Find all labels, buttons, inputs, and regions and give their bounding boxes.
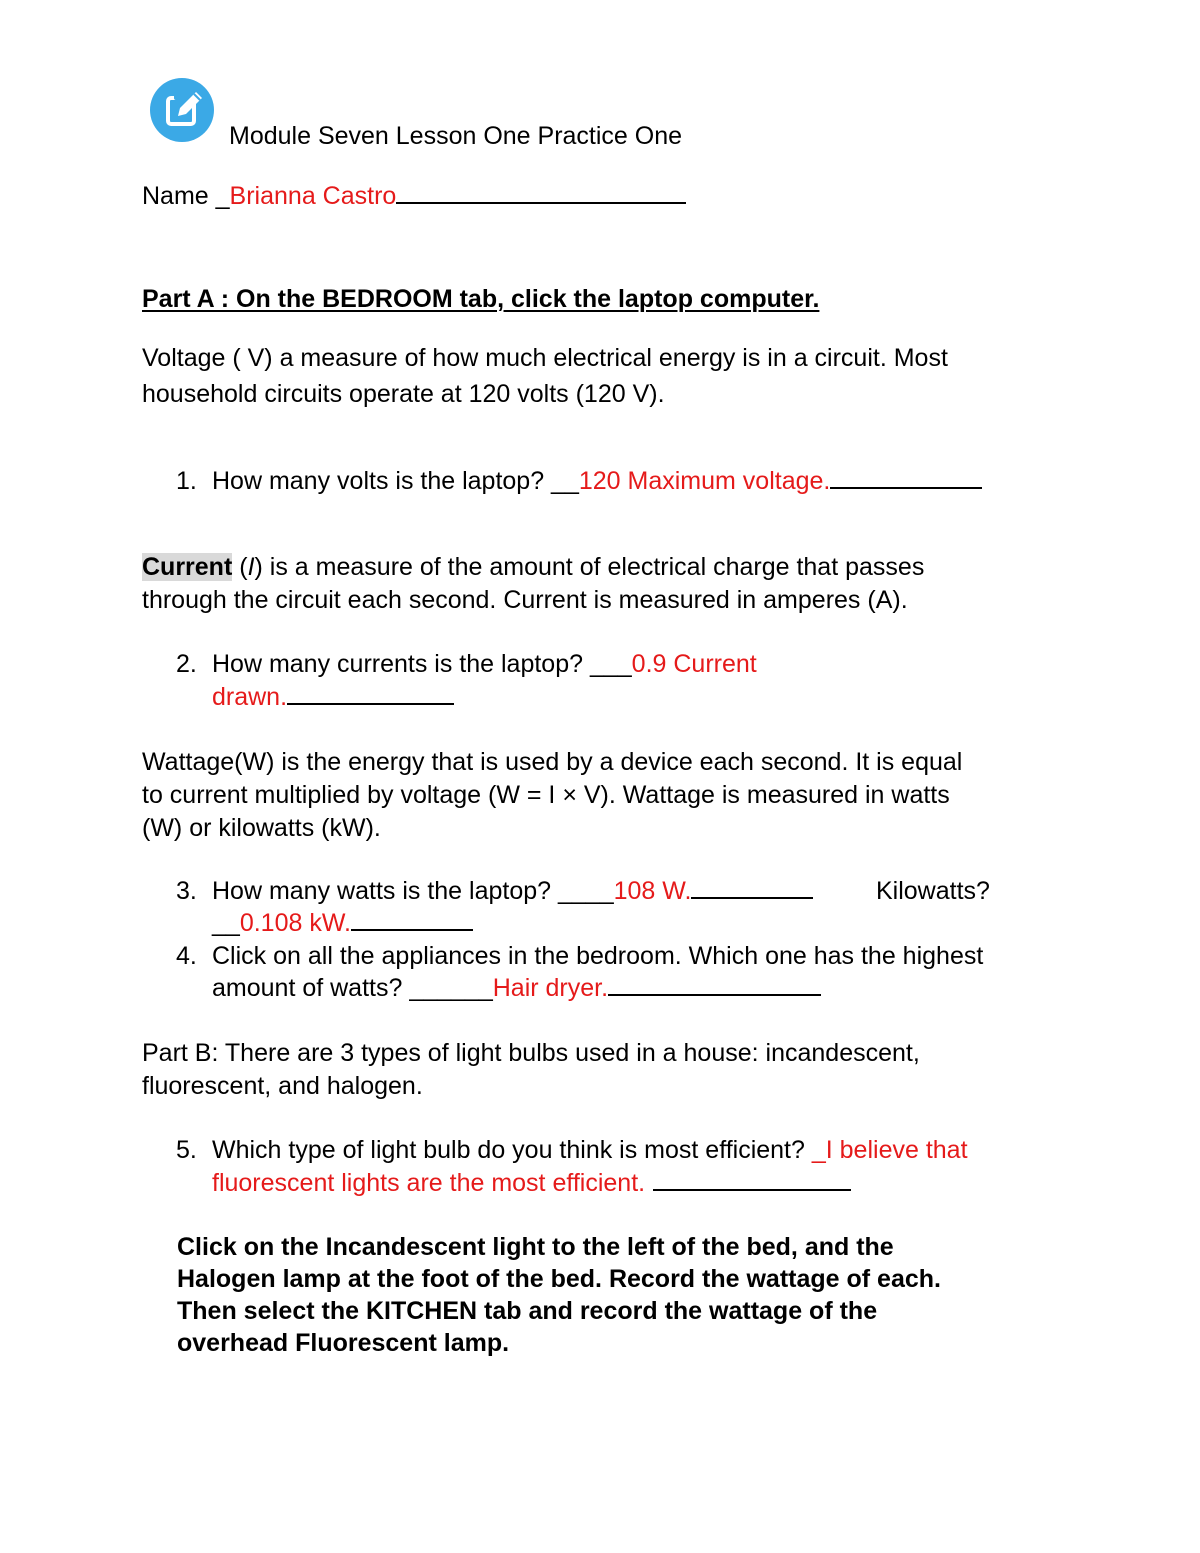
question-1 (212, 469, 982, 494)
question-5-answer-line-1: _I believe that (811, 1136, 968, 1164)
wattage-text-line-2: to current multiplied by voltage (W = I × V). Wattage is measured in watts (142, 781, 950, 809)
question-5-prompt: Which type of light bulb do you think is most efficient? (212, 1136, 812, 1164)
instructions-line-4: overhead Fluorescent lamp. (177, 1329, 510, 1357)
question-5-blank (653, 1188, 851, 1191)
question-2-blank (287, 702, 454, 705)
name-line (142, 184, 686, 209)
question-5 (212, 1138, 968, 1163)
current-term: Current (142, 553, 233, 581)
question-1-number: 1. (176, 467, 197, 495)
question-3-line-2 (212, 911, 473, 936)
document-title: Module Seven Lesson One Practice One (229, 122, 683, 150)
question-2-number: 2. (176, 650, 197, 678)
question-4-blank (608, 993, 821, 996)
voltage-text-line-1: Voltage ( V) a measure of how much electrical energy is in a circuit. Most (142, 344, 948, 372)
question-2-answer-line-2: drawn. (212, 683, 288, 711)
question-4-line-2 (212, 976, 821, 1001)
name-value: Brianna Castro (229, 182, 397, 210)
question-1-answer: 120 Maximum voltage. (578, 467, 831, 495)
question-3-answer-kw: 0.108 kW. (239, 909, 351, 937)
part-a-heading: Part A : On the BEDROOM tab, click the laptop computer. (142, 285, 820, 313)
instructions-line-3: Then select the KITCHEN tab and record the wattage of the (177, 1297, 878, 1325)
voltage-text-line-2: household circuits operate at 120 volts (120 V). (142, 380, 665, 408)
question-2-line-2 (212, 685, 454, 710)
part-b-text-line-1: Part B: There are 3 types of light bulbs used in a house: incandescent, (142, 1039, 920, 1067)
instructions-line-1: Click on the Incandescent light to the left of the bed, and the (177, 1233, 894, 1261)
instructions-line-2: Halogen lamp at the foot of the bed. Record the wattage of each. (177, 1265, 941, 1293)
question-5-number: 5. (176, 1136, 197, 1164)
question-3-number: 3. (176, 877, 197, 905)
question-5-line-2 (212, 1171, 851, 1196)
question-2 (212, 652, 757, 677)
part-b-text-line-2: fluorescent, and halogen. (142, 1072, 423, 1100)
question-3-answer-watts: 108 W. (613, 877, 692, 905)
wattage-text-line-1: Wattage(W) is the energy that is used by a device each second. It is equal (142, 748, 963, 776)
question-2-prompt: How many currents is the laptop? ___ (212, 650, 632, 678)
question-5-answer-line-2: fluorescent lights are the most efficient. (212, 1169, 646, 1197)
name-label: Name _ (142, 182, 230, 210)
question-3 (212, 879, 813, 904)
question-1-prompt: How many volts is the laptop? __ (212, 467, 579, 495)
question-4-number: 4. (176, 942, 197, 970)
question-3-prompt: How many watts is the laptop? ____ (212, 877, 614, 905)
current-paren-open: ( (232, 553, 248, 581)
current-text-line-2: through the circuit each second. Current is measured in amperes (A). (142, 586, 908, 614)
question-3-blank-2 (351, 928, 473, 931)
name-blank (396, 201, 686, 204)
edit-pencil-icon (150, 78, 214, 142)
question-3-prefix-2: __ (212, 909, 240, 937)
question-4-prompt-line-2: amount of watts? ______ (212, 974, 493, 1002)
current-text-line-1 (142, 555, 924, 580)
question-2-answer-line-1: 0.9 Current (631, 650, 757, 678)
question-4-prompt-line-1: Click on all the appliances in the bedroom. Which one has the highest (212, 942, 984, 970)
current-symbol: I (247, 553, 255, 581)
current-definition: ) is a measure of the amount of electrical charge that passes (254, 553, 925, 581)
wattage-text-line-3: (W) or kilowatts (kW). (142, 814, 381, 842)
question-1-blank (830, 486, 982, 489)
question-4-answer: Hair dryer. (492, 974, 609, 1002)
question-3-kilowatts-label: Kilowatts? (876, 877, 990, 905)
question-3-blank-1 (691, 896, 813, 899)
